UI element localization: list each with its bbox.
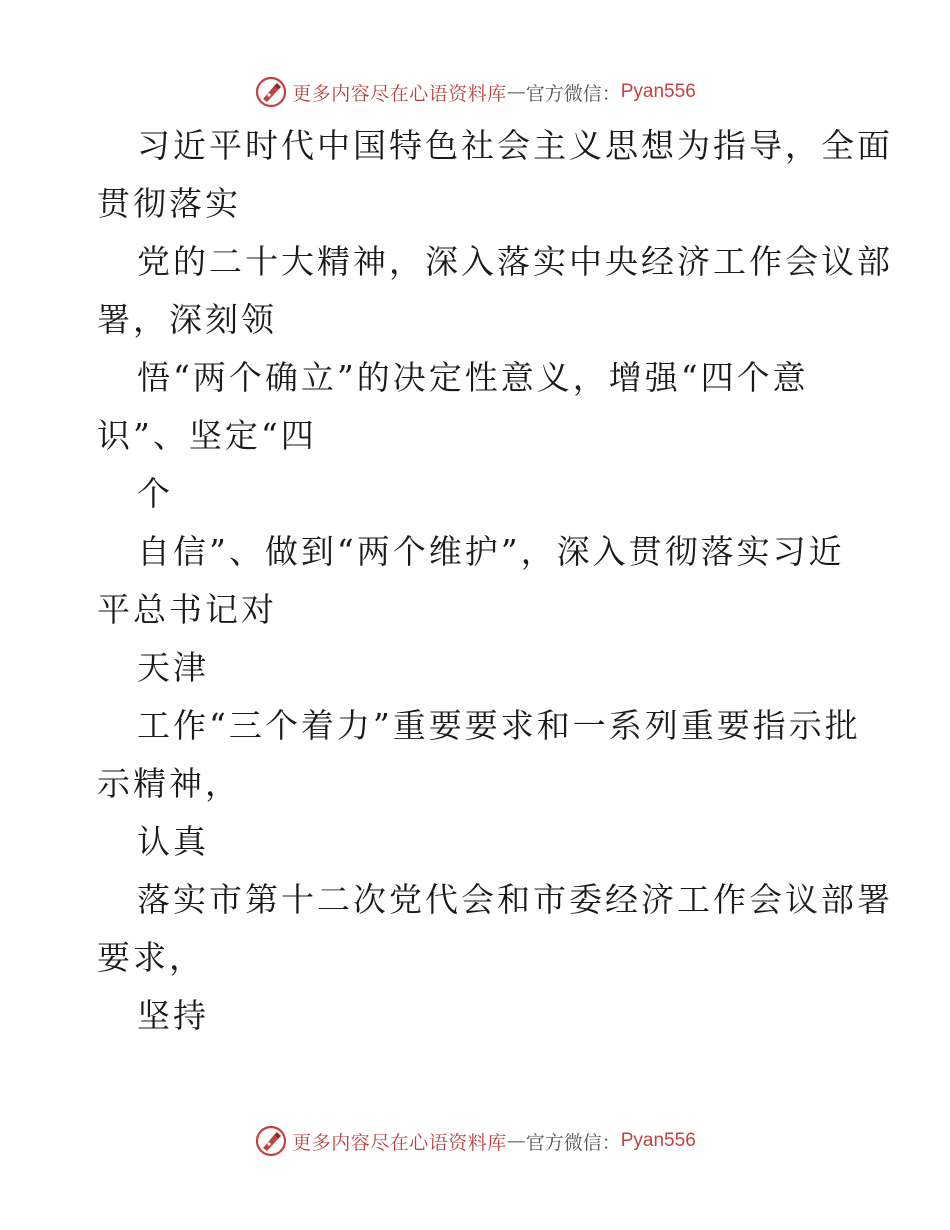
watermark-title: 更多内容尽在心语资料库	[292, 1131, 507, 1154]
header-watermark	[0, 72, 950, 112]
watermark-separator: —	[506, 81, 526, 103]
watermark-wechat-label: 官方微信：	[525, 1131, 621, 1154]
body-line: 要求，	[97, 938, 205, 977]
body-line: 贯彻落实	[97, 184, 241, 223]
watermark-title: 更多内容尽在心语资料库	[292, 82, 507, 105]
watermark-wechat-label: 官方微信：	[525, 82, 621, 105]
watermark-separator: —	[506, 1130, 526, 1152]
body-line: 习近平时代中国特色社会主义思想为指导，全面	[137, 126, 893, 165]
pen-nib-icon	[254, 1124, 288, 1158]
body-line: 认真	[137, 822, 209, 861]
watermark-wechat-id: Pyan556	[620, 1130, 696, 1151]
watermark-wechat-id: Pyan556	[620, 81, 696, 102]
body-line: 示精神，	[97, 764, 241, 803]
body-line: 悟“两个确立”的决定性意义，增强“四个意	[137, 358, 809, 397]
body-line: 个	[137, 474, 173, 513]
pen-nib-icon	[254, 75, 288, 109]
body-line: 工作“三个着力”重要要求和一系列重要指示批	[137, 706, 861, 745]
body-line: 党的二十大精神，深入落实中央经济工作会议部	[137, 242, 893, 281]
document-body	[97, 117, 893, 1045]
footer-watermark	[0, 1121, 950, 1161]
body-line: 自信”、做到“两个维护”，深入贯彻落实习近	[137, 532, 845, 571]
body-line: 落实市第十二次党代会和市委经济工作会议部署	[137, 880, 893, 919]
body-line: 天津	[137, 648, 209, 687]
body-line: 平总书记对	[97, 590, 277, 629]
body-line: 坚持	[137, 996, 209, 1035]
body-line: 识”、坚定“四	[97, 416, 317, 455]
body-line: 署，深刻领	[97, 300, 277, 339]
